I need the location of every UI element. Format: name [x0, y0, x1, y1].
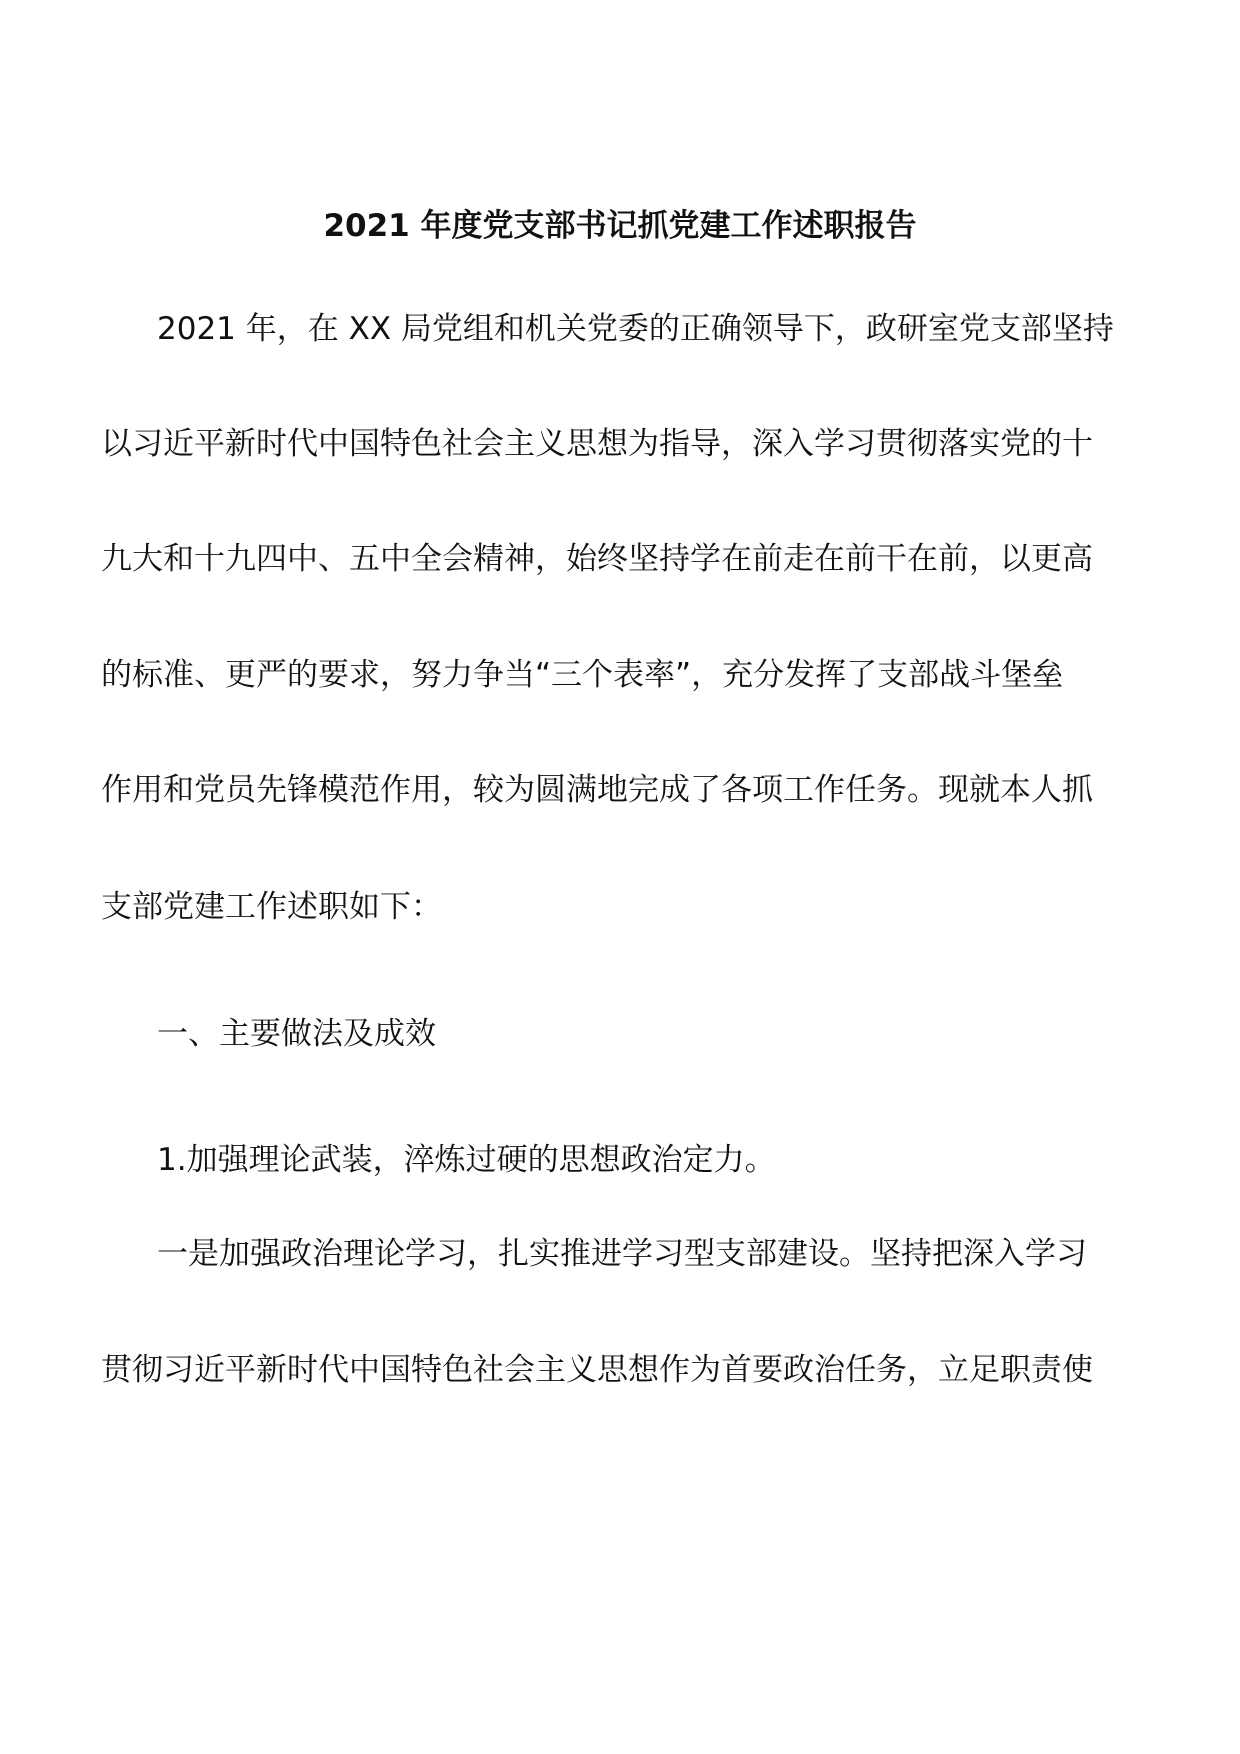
paragraph-line: 作用和党员先锋模范作用，较为圆满地完成了各项工作任务。现就本人抓: [101, 772, 1093, 808]
subsection-heading: 1.加强理论武装，淬炼过硬的思想政治定力。: [157, 1142, 776, 1178]
paragraph-line: 一是加强政治理论学习，扎实推进学习型支部建设。坚持把深入学习: [157, 1236, 1087, 1272]
section-heading: 一、主要做法及成效: [157, 1016, 436, 1052]
paragraph-line: 2021 年，在 XX 局党组和机关党委的正确领导下，政研室党支部坚持: [157, 311, 1114, 347]
paragraph-line: 九大和十九四中、五中全会精神，始终坚持学在前走在前干在前，以更高: [101, 541, 1093, 577]
document-title: 2021 年度党支部书记抓党建工作述职报告: [323, 208, 917, 244]
paragraph-line: 的标准、更严的要求，努力争当“三个表率”，充分发挥了支部战斗堡垒: [101, 657, 1064, 693]
paragraph-line: 以习近平新时代中国特色社会主义思想为指导，深入学习贯彻落实党的十: [101, 426, 1093, 462]
paragraph-line: 贯彻习近平新时代中国特色社会主义思想作为首要政治任务，立足职责使: [101, 1352, 1093, 1388]
paragraph-line: 支部党建工作述职如下：: [101, 889, 442, 925]
